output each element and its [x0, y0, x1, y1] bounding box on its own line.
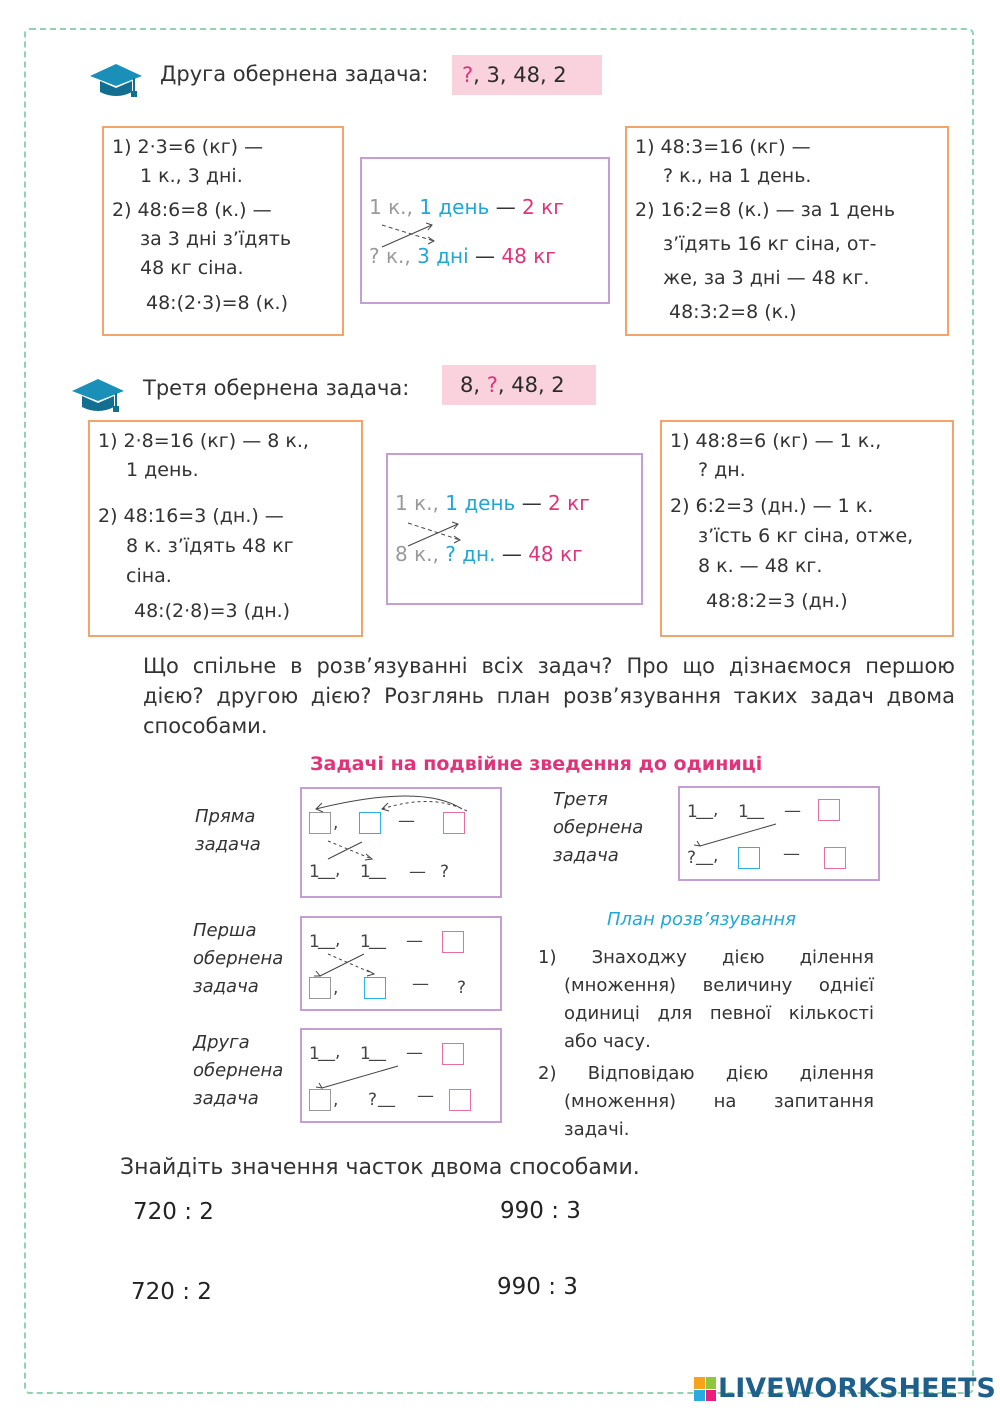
expression: 720 : 2	[131, 1279, 212, 1305]
task3-short-record: 1 к., 1 день — 2 кг 8 к., ? дн. — 48 кг	[386, 453, 643, 605]
expression: 990 : 3	[497, 1274, 578, 1300]
question-paragraph: Що спільне в розв’язуванні всіх задач? Про що дізнаємося першою дією? другою дією? Розглянь план розв’язування таких задач двома способами.	[143, 654, 955, 738]
solution-line: 2) 6:2=3 (дн.) — 1 к.	[670, 495, 874, 517]
plan-step-1: 1) Знаходжу дією ділення (множення) величину однієї одиниці для певної кількості або часу.	[538, 947, 874, 1052]
solution-line: 2) 48:6=8 (к.) —	[112, 199, 272, 221]
solution-line: 48 кг сіна.	[140, 257, 244, 279]
solution-line: 1) 2·8=16 (кг) — 8 к.,	[98, 430, 309, 452]
tag-values: , 3, 48, 2	[473, 63, 567, 87]
solution-line: з’їдять 16 кг сіна, от-	[663, 233, 877, 255]
graduation-cap-icon	[88, 62, 144, 100]
solution-line: 1) 48:3=16 (кг) —	[635, 136, 811, 158]
task2-title: Друга обернена задача:	[160, 62, 429, 86]
exercise-title: Знайдіть значення часток двома способами.	[120, 1155, 640, 1180]
scheme-direct: , — 1 __, 1 __ — ?	[300, 787, 502, 898]
scheme-third-inverse: 1 __, 1 __ — ? __, —	[678, 786, 880, 881]
solution-line: за 3 дні з’їдять	[140, 228, 292, 250]
expression: 990 : 3	[500, 1198, 581, 1224]
solution-line: 2) 16:2=8 (к.) — за 1 день	[635, 199, 896, 221]
solution-line: 1 день.	[126, 459, 199, 481]
task2-data-tag	[452, 55, 602, 95]
scheme-arrows	[680, 788, 882, 883]
solution-expression: 48:8:2=3 (дн.)	[706, 590, 848, 612]
solution-line: ? к., на 1 день.	[663, 165, 812, 187]
liveworksheets-logo-icon	[694, 1377, 716, 1401]
solution-line: 2) 48:16=3 (дн.) —	[98, 505, 284, 527]
solution-line: сіна.	[126, 565, 172, 587]
scheme-title: Задачі на подвійне зведення до одиниці	[310, 753, 763, 775]
solution-line: 1 к., 3 дні.	[140, 165, 243, 187]
label-first-inverse: Перша обернена задача	[193, 920, 284, 997]
label-third-inverse: Третя обернена задача	[553, 789, 644, 866]
task2-right-solution	[625, 126, 949, 336]
brand-name: LIVEWORKSHEETS	[718, 1373, 996, 1404]
plan-title: План розв’язування	[607, 909, 796, 930]
task3-left-solution	[88, 420, 363, 637]
scheme-first-inverse: 1 __, 1 __ — , — ?	[300, 916, 502, 1011]
task3-data-tag: 8, ?, 48, 2	[442, 365, 596, 405]
scheme-arrows	[302, 918, 504, 1013]
plan-step-2: 2) Відповідаю дією ділення (множення) на запитання задачі.	[538, 1063, 874, 1140]
solution-expression: 48:(2·8)=3 (дн.)	[134, 600, 291, 622]
cross-arrows	[362, 159, 612, 306]
label-direct-task: Пряма задача	[195, 806, 261, 855]
cross-arrows	[388, 455, 645, 607]
expression: 720 : 2	[133, 1199, 214, 1225]
scheme-second-inverse: 1 __, 1 __ — , ? __ —	[300, 1028, 502, 1123]
solution-line: 8 к. — 48 кг.	[698, 555, 823, 577]
tag-unknown: ?	[486, 373, 498, 397]
solution-expression: 48:(2·3)=8 (к.)	[146, 292, 289, 314]
task3-right-solution	[660, 420, 954, 637]
task2-short-record: 1 к., 1 день — 2 кг ? к., 3 дні — 48 кг	[360, 157, 610, 304]
solution-line: ? дн.	[698, 459, 746, 481]
solution-line: 8 к. з’їдять 48 кг	[126, 535, 294, 557]
tag-unknown: ?	[462, 63, 474, 87]
solution-line: 1) 48:8=6 (кг) — 1 к.,	[670, 430, 882, 452]
label-second-inverse: Друга обернена задача	[193, 1032, 284, 1109]
task2-left-solution	[102, 126, 344, 336]
solution-expression: 48:3:2=8 (к.)	[669, 301, 797, 323]
solution-line: же, за 3 дні — 48 кг.	[663, 267, 870, 289]
solution-line: з’їсть 6 кг сіна, отже,	[698, 525, 914, 547]
scheme-arrows	[302, 789, 504, 900]
task3-title: Третя обернена задача:	[143, 376, 410, 400]
graduation-cap-icon	[70, 377, 126, 415]
scheme-arrows	[302, 1030, 504, 1125]
solution-line: 1) 2·3=6 (кг) —	[112, 136, 264, 158]
